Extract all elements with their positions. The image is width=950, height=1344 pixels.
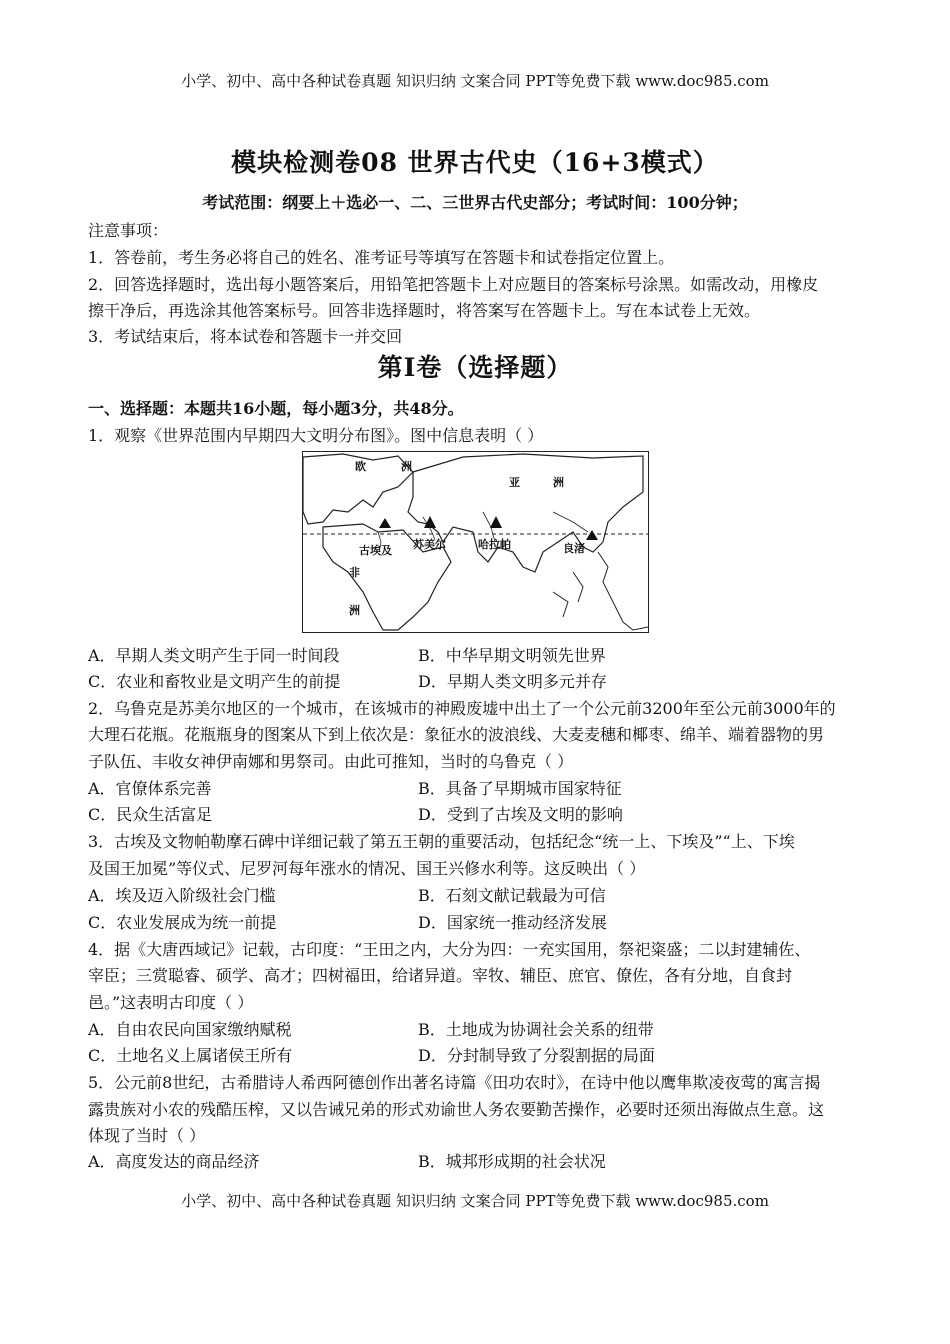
label-europe-1: 欧 xyxy=(355,460,366,473)
label-africa-2: 洲 xyxy=(349,604,360,617)
q4-option-c[interactable]: C．土地名义上属诸侯王所有 xyxy=(88,1046,293,1065)
label-liangzhu: 良渚 xyxy=(563,542,585,555)
q3-option-b[interactable]: B．石刻文献记载最为可信 xyxy=(418,886,606,905)
label-asia-2: 洲 xyxy=(553,476,564,489)
label-europe-2: 洲 xyxy=(401,460,412,473)
question-3-stem: 3．古埃及文物帕勒摩石碑中详细记载了第五王朝的重要活动，包括纪念“统一上、下埃及”“上、下埃 xyxy=(88,832,795,851)
question-5-stem: 露贵族对小农的残酷压榨，又以告诫兄弟的形式劝谕世人务农要勤苦操作，必要时还须出海做点生意。这 xyxy=(88,1100,825,1119)
q4-option-d[interactable]: D．分封制导致了分裂割据的局面 xyxy=(418,1046,655,1065)
question-4-stem: 邑。”这表明古印度（ ） xyxy=(88,993,254,1012)
q4-option-a[interactable]: A．自由农民向国家缴纳赋税 xyxy=(88,1020,292,1039)
page-footer: 小学、初中、高中各种试卷真题 知识归纳 文案合同 PPT等免费下载 www.doc985.com xyxy=(181,1192,769,1210)
q3-option-c[interactable]: C．农业发展成为统一前提 xyxy=(88,913,277,932)
q3-option-a[interactable]: A．埃及迈入阶级社会门槛 xyxy=(88,886,276,905)
page-title: 模块检测卷08 世界古代史（16+3模式） xyxy=(231,148,719,177)
question-4-stem: 4．据《大唐西域记》记载，古印度：“王田之内，大分为四：一充实国用，祭祀粢盛；二以封建辅佐、 xyxy=(88,940,811,959)
q1-option-b[interactable]: B．中华早期文明领先世界 xyxy=(418,646,606,665)
page-header: 小学、初中、高中各种试卷真题 知识归纳 文案合同 PPT等免费下载 www.doc985.com xyxy=(181,72,769,90)
label-sumer: 苏美尔 xyxy=(413,538,446,551)
question-2-stem: 2．乌鲁克是苏美尔地区的一个城市，在该城市的神殿废墟中出土了一个公元前3200年至公元前3000年的 xyxy=(88,699,836,718)
q1-option-a[interactable]: A．早期人类文明产生于同一时间段 xyxy=(88,646,340,665)
exam-scope: 考试范围：纲要上＋选必一、二、三世界古代史部分；考试时间：100分钟； xyxy=(202,193,748,212)
question-1-stem: 1．观察《世界范围内早期四大文明分布图》。图中信息表明（ ） xyxy=(88,426,544,445)
label-harappa: 哈拉帕 xyxy=(478,538,511,551)
q2-option-b[interactable]: B．具备了早期城市国家特征 xyxy=(418,779,622,798)
question-3-stem: 及国王加冕”等仪式、尼罗河每年涨水的情况、国王兴修水利等。这反映出（ ） xyxy=(88,859,646,878)
q1-option-c[interactable]: C．农业和畜牧业是文明产生的前提 xyxy=(88,672,341,691)
question-5-stem: 5．公元前8世纪，古希腊诗人希西阿德创作出著名诗篇《田功农时》，在诗中他以鹰隼欺凌夜莺的寓言揭 xyxy=(88,1073,821,1092)
q2-option-a[interactable]: A．官僚体系完善 xyxy=(88,779,212,798)
q4-option-b[interactable]: B．土地成为协调社会关系的纽带 xyxy=(418,1020,654,1039)
harappa-marker xyxy=(490,516,502,528)
note-line: 2．回答选择题时，选出每小题答案后，用铅笔把答题卡上对应题目的答案标号涂黑。如需改动，用橡皮 xyxy=(88,275,819,294)
section-title: 第I卷（选择题） xyxy=(377,353,573,382)
note-line: 3．考试结束后，将本试卷和答题卡一并交回 xyxy=(88,327,403,346)
note-line: 1．答卷前，考生务必将自己的姓名、准考证号等填写在答题卡和试卷指定位置上。 xyxy=(88,248,675,267)
q2-option-c[interactable]: C．民众生活富足 xyxy=(88,805,213,824)
part-heading: 一、选择题：本题共16小题，每小题3分，共48分。 xyxy=(88,399,464,418)
note-line: 擦干净后，再选涂其他答案标号。回答非选择题时，将答案写在答题卡上。写在本试卷上无效。 xyxy=(88,301,761,320)
question-2-stem: 子队伍、丰收女神伊南娜和男祭司。由此可推知，当时的乌鲁克（ ） xyxy=(88,752,574,771)
question-4-stem: 宰臣；三赏聪睿、硕学、高才；四树福田，给诸异道。宰牧、辅臣、庶官、僚佐，各有分地，自食封 xyxy=(88,966,793,985)
q2-option-d[interactable]: D．受到了古埃及文明的影响 xyxy=(418,805,623,824)
label-asia-1: 亚 xyxy=(509,476,520,489)
civilization-map xyxy=(302,451,649,633)
q3-option-d[interactable]: D．国家统一推动经济发展 xyxy=(418,913,607,932)
q1-option-d[interactable]: D．早期人类文明多元并存 xyxy=(418,672,607,691)
question-2-stem: 大理石花瓶。花瓶瓶身的图案从下到上依次是：象征水的波浪线、大麦麦穗和椰枣、绵羊、端着器物的男 xyxy=(88,725,825,744)
egypt-marker xyxy=(379,518,391,528)
q5-option-a[interactable]: A．高度发达的商品经济 xyxy=(88,1152,260,1171)
q5-option-b[interactable]: B．城邦形成期的社会状况 xyxy=(418,1152,606,1171)
notes-heading: 注意事项： xyxy=(88,221,169,240)
label-egypt: 古埃及 xyxy=(359,544,392,557)
label-africa-1: 非 xyxy=(349,566,360,579)
question-5-stem: 体现了当时（ ） xyxy=(88,1126,206,1145)
